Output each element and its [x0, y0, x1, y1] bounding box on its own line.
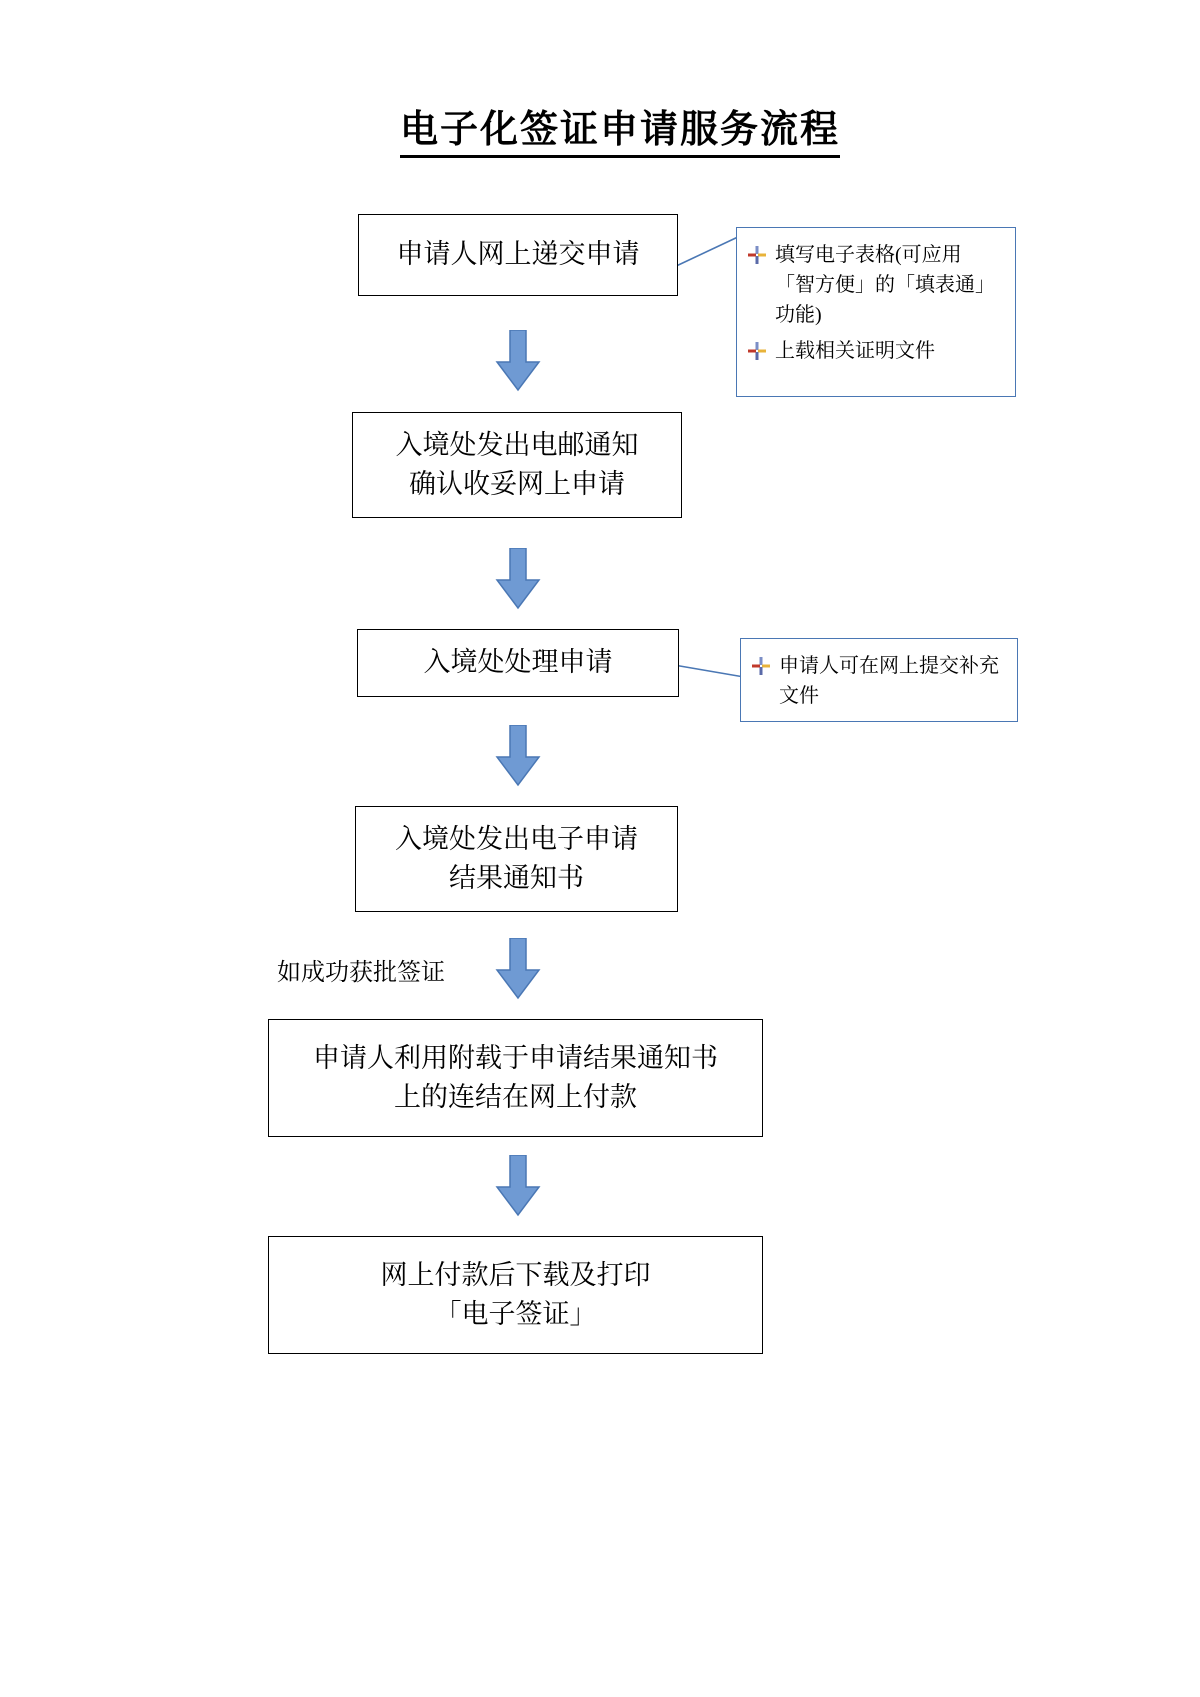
note-item-text: 填写电子表格(可应用「智方便」的「填表通」功能) — [775, 244, 995, 326]
note-item-text: 上载相关证明文件 — [775, 340, 935, 362]
flow-step-2-label-line1: 入境处发出电邮通知 — [395, 429, 639, 460]
flow-step-3 — [357, 629, 679, 697]
flow-step-2 — [352, 412, 682, 518]
flow-step-4-label-line1: 入境处发出电子申请 — [395, 823, 638, 854]
flow-step-6 — [268, 1236, 763, 1354]
down-block-arrow-icon — [495, 938, 541, 1000]
page-title — [0, 98, 1200, 153]
flow-step-1 — [358, 214, 678, 296]
down-block-arrow-icon — [495, 548, 541, 610]
note-step-1 — [736, 227, 1016, 397]
note-item — [751, 651, 1003, 711]
pinwheel-bullet-icon — [747, 244, 767, 266]
flow-step-2-label-line2: 确认收妥网上申请 — [409, 469, 625, 499]
flow-step-4 — [355, 806, 678, 912]
note-item-text: 申请人可在网上提交补充文件 — [779, 655, 999, 707]
pinwheel-bullet-icon — [747, 340, 767, 362]
flow-step-4-label-line2: 结果通知书 — [449, 863, 584, 893]
down-block-arrow-icon — [495, 330, 541, 392]
page-title-text: 电子化签证申请服务流程 — [400, 109, 840, 158]
down-block-arrow-icon — [495, 1155, 541, 1217]
note-item — [747, 336, 1001, 366]
flow-step-6-label-line2: 「电子签证」 — [434, 1299, 597, 1329]
flow-step-5-label-line2: 上的连结在网上付款 — [394, 1082, 637, 1112]
pinwheel-bullet-icon — [751, 655, 771, 677]
flow-step-3-label: 入境处处理申请 — [423, 647, 613, 678]
note-step-3 — [740, 638, 1018, 722]
flow-step-5 — [268, 1019, 763, 1137]
down-block-arrow-icon — [495, 725, 541, 787]
flow-step-5-label-line1: 申请人利用附载于申请结果通知书 — [313, 1042, 718, 1073]
condition-label: 如成功获批签证 — [277, 960, 445, 986]
flow-step-6-label-line1: 网上付款后下载及打印 — [380, 1259, 651, 1290]
note-item — [747, 240, 1001, 330]
flow-step-1-label: 申请人网上递交申请 — [396, 239, 640, 270]
